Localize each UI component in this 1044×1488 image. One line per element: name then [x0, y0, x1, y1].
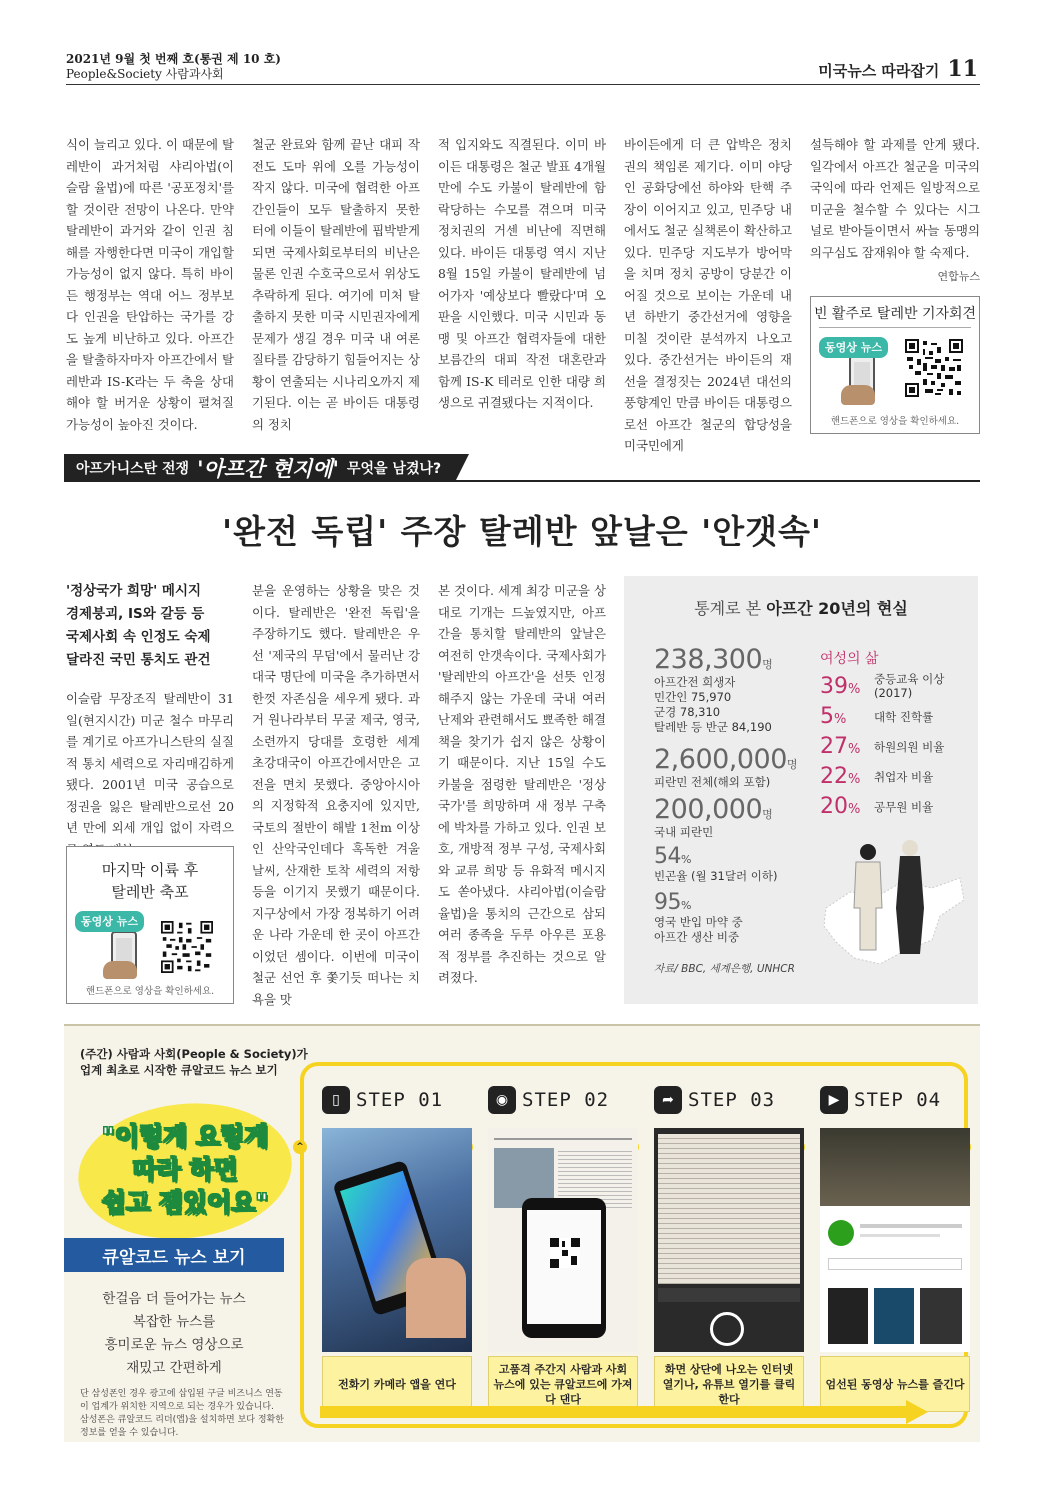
qr-code-icon	[550, 1238, 580, 1268]
step-image	[322, 1128, 472, 1352]
top-article-col-5: 설득해야 할 과제를 안게 됐다. 일각에서 아프간 철군을 미국의 국익에 따라 언제든 일방적으로 미군을 철수할 수 있다는 시그널로 받아들이면서 싸늘 동맹의 의구심도 잠재워야 할 숙제다.	[810, 137, 980, 260]
stat-label: 아프간전 희생자	[654, 675, 736, 689]
stat-unit: %	[681, 853, 692, 866]
stat-number: 54	[654, 844, 681, 869]
section-tag	[64, 454, 455, 482]
page-number: 11	[947, 56, 978, 82]
stat-label: 영국 반입 마약 중	[654, 915, 743, 929]
tagline: 한걸음 더 들어가는 뉴스	[102, 1291, 246, 1307]
stat-drugs	[654, 890, 743, 945]
step-caption: 화면 상단에 나오는 인터넷 열기나, 유튜브 열기를 클릭한다	[654, 1356, 804, 1412]
women-stat-row	[820, 764, 933, 789]
women-stat-row	[820, 794, 933, 819]
qr-box-title-line: 탈레반 축포	[111, 883, 189, 901]
step-card-4	[820, 1076, 970, 1394]
stats-title-prefix: 통계로 본	[694, 599, 762, 618]
qr-box-footnote: 핸드폰으로 영상을 확인하세요.	[830, 416, 960, 427]
promo-intro-line: 업계 최초로 시작한 큐알코드 뉴스 보기	[80, 1063, 278, 1077]
qr-box-footnote: 핸드폰으로 영상을 확인하세요.	[85, 986, 215, 997]
stat-number: 200,000	[654, 794, 763, 825]
stat-sub-label: 탈레반 등 반군 84,190	[654, 720, 772, 734]
share-icon: ➦	[654, 1086, 682, 1114]
stat-sub-label: 민간인 75,970	[654, 690, 732, 704]
step-label: STEP 03	[688, 1089, 776, 1111]
stat-unit: 명	[762, 658, 773, 671]
step-image	[654, 1128, 804, 1352]
subhead-line: 경제붕괴, IS와 갈등 등	[66, 606, 205, 622]
video-thumbnail	[820, 1128, 970, 1206]
camera-icon: ◉	[488, 1086, 516, 1114]
step-image	[488, 1128, 638, 1352]
stat-refugees	[654, 744, 798, 790]
subhead-line: 국제사회 속 인정도 숙제	[66, 629, 211, 645]
stat-unit: 명	[762, 808, 773, 821]
qr-news-banner: 큐알코드 뉴스 보기	[64, 1238, 284, 1272]
section-tag-emphasis: '아프간 현지에'	[197, 456, 339, 481]
play-icon: ▶	[820, 1086, 848, 1114]
step-card-2	[488, 1076, 638, 1406]
section-tag-suffix: 무엇을 남겼나?	[346, 461, 442, 477]
women-stat-pct: 39%	[820, 673, 861, 699]
stats-title-bold: 아프간 20년의 현실	[766, 599, 908, 618]
header-rule	[66, 84, 980, 85]
section-tag-prefix: 아프가니스탄 전쟁	[76, 461, 190, 477]
women-heading: 여성의 삶	[820, 651, 879, 667]
stat-sub-label: 군경 78,310	[654, 705, 721, 719]
afghan-map-figures-illustration	[820, 838, 970, 970]
step-label: STEP 01	[356, 1089, 444, 1111]
top-article-col-4: 바이든에게 더 큰 압박은 정치권의 책임론 제기다. 이미 야당인 공화당에선 하야와 탄핵 주장이 이어지고 있고, 민주당 내에서도 철군 실책론이 확산하고 있다. 민주당 지도부가 방어막을 치며 정치 공방이 당분간 이어질 것으로 보이는 가운데 내년 하반기 중간선거에 영향을 미칠 것이란 분석까지 나오고 있다. 중간선거는 바이든의 재선을 결정짓는 2024년 대선의 풍향계인 만큼 바이든 대통령으로선 아프간 철군의 합당성을 미국민에게	[624, 137, 792, 453]
qr-box-top[interactable]	[810, 296, 980, 434]
stats-source: 자료/ BBC, 세계은행, UNHCR	[654, 963, 795, 975]
qr-news-promo	[64, 1024, 980, 1442]
stat-unit: 명	[786, 758, 798, 771]
women-stat-row	[820, 672, 954, 700]
subhead-line: '정상국가 희망' 메시지	[66, 583, 202, 599]
hand-icon	[406, 1258, 466, 1338]
section-band	[64, 454, 980, 482]
promo-intro	[80, 1046, 308, 1078]
top-article-col-2: 철군 완료와 함께 끝난 대피 작전도 도마 위에 오를 가능성이 작지 않다. 미국에 협력한 아프간인들이 모두 탈출하지 못한 터에 이들이 탈레반에 핍박받게 되면 국제사회로부터의 비난은 물론 인권 수호국으로서 위상도 추락하게 된다. 여기에 미처 탈출하지 못한 미국 시민권자에게 문제가 생길 경우 미국 내 여론 질타를 감당하기 힘들어지는 상황이 연출되는 시나리오까지 제기된다. 이는 곧 바이든 대통령의 정치	[252, 137, 420, 432]
qr-box-left[interactable]	[66, 846, 234, 1004]
video-news-badge: 동영상 뉴스	[819, 337, 888, 358]
women-stat-pct: 20%	[820, 794, 861, 819]
stat-unit: %	[681, 899, 692, 912]
subhead-line: 달라진 국민 통치도 관건	[66, 652, 211, 668]
women-stat-label: 취업자 비율	[874, 769, 934, 784]
slogan-line: 쉽고 잼있어요"	[101, 1188, 269, 1217]
section-header	[818, 56, 978, 82]
stat-poverty	[654, 844, 777, 884]
stats-title	[624, 596, 978, 619]
shutter-button	[710, 1312, 744, 1346]
promo-slogan	[72, 1120, 298, 1219]
step-label: STEP 02	[522, 1089, 610, 1111]
stat-label: 빈곤율 (월 31달러 이하)	[654, 869, 778, 883]
stat-displaced	[654, 794, 773, 840]
step-arrow-path	[300, 1378, 968, 1438]
slogan-line: "이렇게 요렇게	[101, 1122, 269, 1151]
step-image	[820, 1128, 970, 1352]
women-stat-row	[820, 704, 933, 729]
qr-code-icon[interactable]	[161, 921, 213, 973]
tagline: 재밌고 간편하게	[126, 1360, 222, 1376]
stat-number: 2,600,000	[654, 744, 787, 775]
publication-name: People&Society 사람과사회	[66, 67, 224, 81]
tagline: 복잡한 뉴스를	[132, 1314, 216, 1330]
divider	[819, 327, 971, 328]
stat-label: 국내 피란민	[654, 825, 714, 839]
step-caption: 고품격 주간지 사람과 사회 뉴스에 있는 큐알코드에 가져다 댄다	[488, 1356, 638, 1412]
issue-line: 2021년 9월 첫 번째 호(통권 제 10 호)	[66, 52, 281, 66]
stat-number: 238,300	[654, 644, 763, 675]
stat-number: 95	[654, 890, 681, 915]
qr-box-title: 빈 활주로 탈레반 기자회견	[813, 306, 977, 322]
top-article-col-1: 식이 늘리고 있다. 이 때문에 탈레반이 과거처럼 샤리아법(이슬람 율법)에 따른 '공포정치'를 할 것이란 전망이 나온다. 만약 탈레반이 과거와 같이 인권 침해를 자행한다면 미국이 개입할 가능성이 없지 않다. 특히 바이든 행정부는 역대 어느 정부보다 인권을 탄압하는 국가를 강도 높게 비난하고 있다. 아프간을 탈출하자마자 아프간에서 탈레반과 IS-K라는 두 축을 상대해야 할 버거운 상황이 펼쳐질 가능성이 높아진 것이다.	[66, 137, 234, 432]
qr-box-title-line: 마지막 이륙 후	[101, 861, 199, 879]
masthead	[66, 52, 281, 82]
subheads	[66, 580, 236, 672]
step-card-3	[654, 1076, 804, 1406]
phone-icon	[522, 1198, 606, 1338]
app-icon	[828, 1220, 854, 1246]
section-title: 미국뉴스 따라잡기	[818, 62, 940, 80]
step-caption: 엄선된 동영상 뉴스를 즐긴다	[820, 1356, 970, 1412]
women-stat-pct: 22%	[820, 764, 861, 789]
stats-panel	[624, 576, 978, 1004]
qr-code-icon[interactable]	[905, 339, 963, 397]
promo-fine-print: 단 삼성폰인 경우 광고에 삽입된 구글 비즈니스 연동이 업계가 위치한 지역으로 되는 경우가 있습니다. 삼성폰은 큐알코드 리더(앱)을 설치하면 보다 정확한 정보를 얻을 수 있습니다.	[80, 1389, 284, 1438]
news-credit: 연합뉴스	[937, 270, 980, 283]
main-article-col-2: 분을 운영하는 상황을 맞은 것이다. 탈레반은 '완전 독립'을 주장하기도 했다. 탈레반은 우선 '제국의 무덤'에서 물러난 강대국 명단에 미국을 추가하면서 한껏 자존심을 세우게 됐다. 과거 원나라부터 무굴 제국, 영국, 소련까지 당대를 호령한 세계 초강대국이 아프간에서만은 고전을 면치 못했다. 중앙아시아의 지정학적 요충지에 있지만, 국토의 절반이 해발 1천m 이상인 산악국인데다 혹독한 겨울 날씨, 산재한 토착 세력의 저항 등을 이기지 못했기 때문이다. 지구상에서 가장 정복하기 어려운 나라 가운데 한 곳이 아프간이었던 셈이다. 이번에 미국이 철군 선언 후 쫓기듯 떠나는 치욕을 맛	[252, 583, 420, 1007]
step-header	[654, 1076, 804, 1124]
women-stat-pct: 5%	[820, 704, 847, 729]
promo-taglines	[64, 1288, 284, 1380]
step-card-1	[322, 1076, 472, 1394]
step-label: STEP 04	[854, 1089, 942, 1111]
promo-intro-line: (주간) 사람과 사회(People & Society)가	[80, 1047, 308, 1061]
women-stat-label: 하원의원 비율	[874, 739, 945, 754]
step-caption: 전화기 카메라 앱을 연다	[322, 1356, 472, 1412]
stat-label: 피란민 전체(해외 포함)	[654, 775, 771, 789]
stat-label: 아프간 생산 비중	[654, 930, 740, 944]
chevron-up-icon: ^	[293, 1140, 307, 1154]
main-article-col-1: 이슬람 무장조직 탈레반이 31일(현지시간) 미군 철수 마무리를 계기로 아프가니스탄의 실질적 통치 세력으로 자리매김하게 됐다. 2001년 미국 공습으로 정권을 잃은 탈레반으로선 20년 만에 외세 개입 없이 자력으	[66, 691, 234, 835]
women-stat-label: 중등교육 이상 (2017)	[874, 672, 945, 700]
main-article-col-3: 본 것이다. 세계 최강 미군을 상대로 기개는 드높였지만, 아프간을 통치할 탈레반의 앞날은 여전히 안갯속이다. 국제사회가 '탈레반의 아프간'을 선뜻 인정해주지 않는 가운데 국내 여러 난제와 관련해서도 뾰족한 해결책을 찾기가 쉽지 않은 상황이기 때문이다. 지난 15일 수도 카불을 점령한 탈레반은 '정상 국가'를 희망하며 새 정부 구축에 박차를 가하고 있다. 인권 보호, 개방적 정부 구성, 국제사회와 교류 희망 등 유화적 메시지도 쏟아냈다. 샤리아법(이슬람 율법)을 통치의 근간으로 삼되 여러 종족을 두루 아우른 포용적 정부를 추진하는 것으로 알려졌다.	[438, 583, 606, 985]
women-stat-row	[820, 734, 944, 759]
video-news-badge: 동영상 뉴스	[75, 911, 144, 932]
phone-icon: ▯	[322, 1086, 350, 1114]
stat-casualties	[654, 644, 773, 735]
hand-icon	[103, 961, 137, 979]
women-stat-label: 대학 진학률	[874, 709, 934, 724]
main-headline: '완전 독립' 주장 탈레반 앞날은 '안갯속'	[221, 512, 823, 551]
top-article-col-3: 적 입지와도 직결된다. 이미 바이든 대통령은 철군 발표 4개월 만에 수도 카불이 탈레반에 함락당하는 수모를 겪으며 미국 정치권의 거센 비난에 직면해 있다. 바이든 대통령 역시 지난 8월 15일 카불이 탈레반에 넘어가자 '예상보다 빨랐다'며 오판을 시인했다. 미국 시민과 동맹 및 아프간 협력자들에 대한 보름간의 대피 작전 대혼란과 함께 IS-K 테러로 인한 대량 희생으로 귀결됐다는 지적이다.	[438, 137, 606, 410]
women-stat-pct: 27%	[820, 734, 861, 759]
step-header	[488, 1076, 638, 1124]
slogan-line: 따라 하면	[132, 1155, 238, 1184]
women-stat-label: 공무원 비율	[874, 799, 934, 814]
hand-icon	[841, 385, 875, 405]
step-header	[322, 1076, 472, 1124]
qr-box-title	[67, 859, 233, 903]
step-header	[820, 1076, 970, 1124]
tagline: 흥미로운 뉴스 영상으로	[104, 1337, 244, 1353]
